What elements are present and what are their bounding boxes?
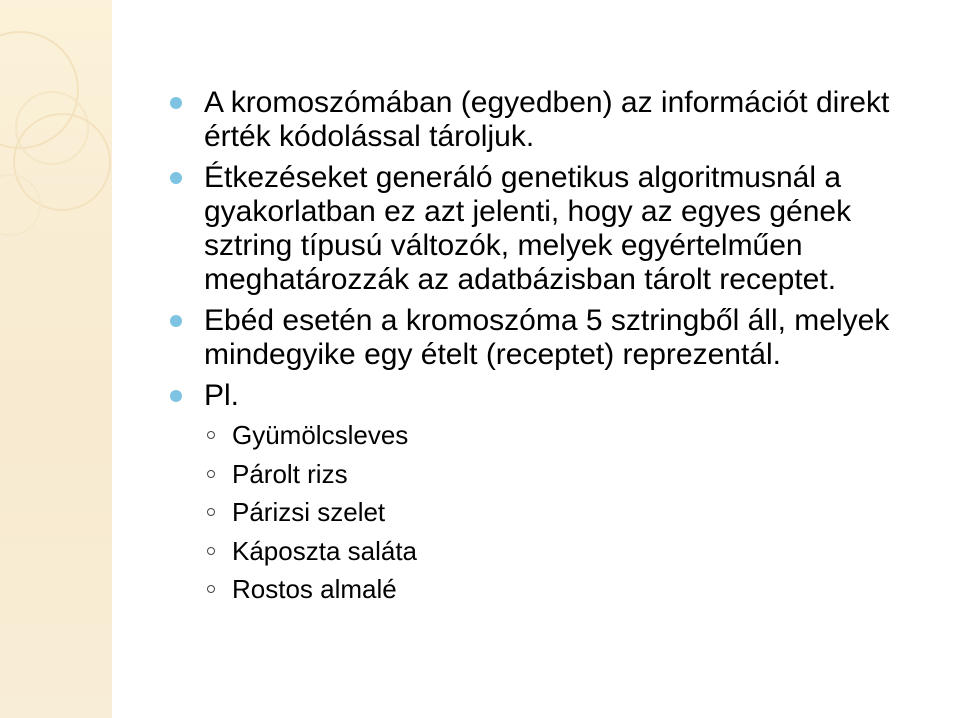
ring-bullet-icon	[207, 431, 215, 439]
decorative-side-band	[0, 0, 112, 718]
bullet-text: A kromoszómában (egyedben) az információt direkt érték kódolással tároljuk.	[204, 86, 890, 153]
sublist-item-text: Rostos almalé	[232, 574, 397, 604]
sublist-item-text: Párizsi szelet	[232, 497, 386, 527]
ring-bullet-icon	[207, 508, 215, 516]
sublist-item-text: Káposzta saláta	[232, 535, 418, 566]
sublist-item	[168, 536, 928, 566]
bullet-dot-icon	[170, 97, 182, 109]
ring-bullet-icon	[207, 585, 215, 593]
bullet-dot-icon	[170, 390, 182, 402]
sublist-item	[168, 574, 928, 604]
list-item	[168, 86, 928, 154]
list-item	[168, 379, 928, 413]
example-sublist	[168, 420, 928, 604]
sublist-item	[168, 459, 928, 489]
bullet-text: Pl.	[204, 379, 240, 412]
sublist-item	[168, 497, 928, 527]
bullet-dot-icon	[170, 172, 182, 184]
bullet-text: Ebéd esetén a kromoszóma 5 sztringből áll, melyek mindegyike egy ételt (receptet) reprezentál.	[204, 304, 890, 371]
ring-bullet-icon	[207, 470, 215, 478]
list-item	[168, 161, 928, 297]
bullet-list	[168, 86, 928, 613]
ring-bullet-icon	[207, 547, 215, 555]
bullet-dot-icon	[170, 315, 182, 327]
list-item	[168, 304, 928, 372]
sublist-item	[168, 420, 928, 450]
decorative-circles-graphic	[0, 0, 112, 718]
bullet-text: Étkezéseket generáló genetikus algoritmusnál a gyakorlatban ez azt jelenti, hogy az egyes gének sztring típusú változók, melyek egyértelműen meghatározzák az adatbázisban tárolt receptet.	[204, 161, 852, 296]
sublist-item-text: Gyümölcsleves	[232, 420, 409, 450]
sublist-item-text: Párolt rizs	[232, 458, 348, 489]
